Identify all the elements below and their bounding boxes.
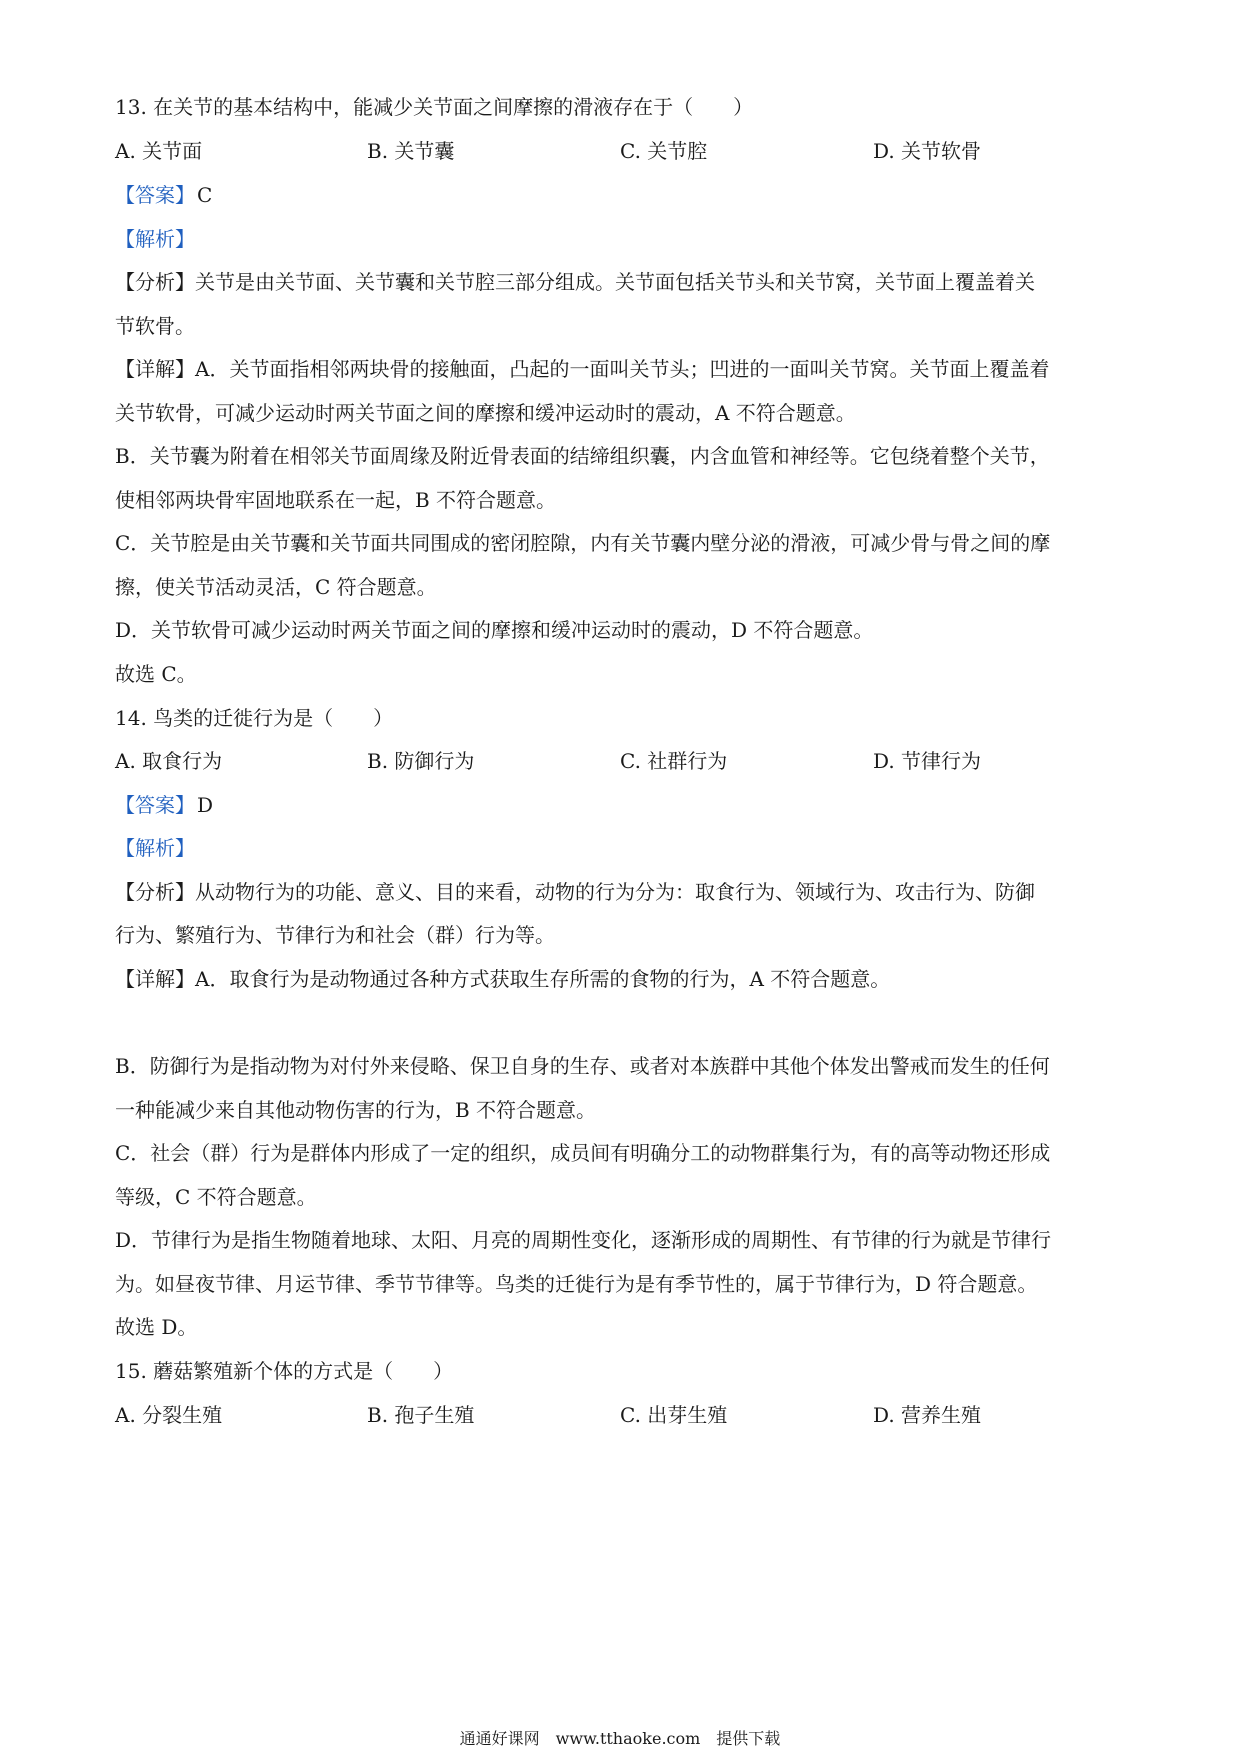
conclusion-13: 故选 C。 — [115, 662, 197, 686]
analysis-tag-14: 【解析】 — [115, 836, 195, 860]
question-13-options — [115, 139, 1135, 163]
explanation-line: 行为、繁殖行为、节律行为和社会（群）行为等。 — [115, 923, 555, 947]
question-14: 14. 鸟类的迁徙行为是（ ） — [115, 706, 394, 730]
option-a: A. 分裂生殖 — [115, 1403, 223, 1427]
option-a: A. 关节面 — [115, 139, 203, 163]
option-c: C. 关节腔 — [620, 139, 708, 163]
answer-14 — [115, 793, 1135, 817]
question-15: 15. 蘑菇繁殖新个体的方式是（ ） — [115, 1359, 454, 1383]
answer-value: D — [197, 793, 214, 817]
explanation-line: 使相邻两块骨牢固地联系在一起，B 不符合题意。 — [115, 488, 557, 512]
explanation-line: 【分析】从动物行为的功能、意义、目的来看，动物的行为分为：取食行为、领域行为、攻击行为、防御 — [115, 880, 1035, 904]
explanation-line: C．关节腔是由关节囊和关节面共同围成的密闭腔隙，内有关节囊内壁分泌的滑液，可减少骨与骨之间的摩 — [115, 531, 1051, 555]
option-b: B. 防御行为 — [367, 749, 475, 773]
explanation-line: 节软骨。 — [115, 314, 195, 338]
explanation-line: 为。如昼夜节律、月运节律、季节节律等。鸟类的迁徙行为是有季节性的，属于节律行为，D 符合题意。 — [115, 1272, 1038, 1296]
explanation-line: B．防御行为是指动物为对付外来侵略、保卫自身的生存、或者对本族群中其他个体发出警戒而发生的任何 — [115, 1054, 1050, 1078]
answer-13 — [115, 183, 1135, 207]
explanation-line: 擦，使关节活动灵活，C 符合题意。 — [115, 575, 437, 599]
explanation-line: 一种能减少来自其他动物伤害的行为，B 不符合题意。 — [115, 1098, 597, 1122]
answer-tag: 【答案】 — [115, 793, 195, 817]
explanation-line: 【详解】A．取食行为是动物通过各种方式获取生存所需的食物的行为，A 不符合题意。 — [115, 967, 891, 991]
explanation-line: D．节律行为是指生物随着地球、太阳、月亮的周期性变化，逐渐形成的周期性、有节律的行为就是节律行 — [115, 1228, 1052, 1252]
option-b: B. 关节囊 — [367, 139, 455, 163]
explanation-line: 等级，C 不符合题意。 — [115, 1185, 317, 1209]
question-14-options — [115, 749, 1135, 773]
page-footer: 通通好课网 www.tthaoke.com 提供下载 — [459, 1729, 781, 1748]
option-d: D. 关节软骨 — [873, 139, 982, 163]
explanation-line: 【分析】关节是由关节面、关节囊和关节腔三部分组成。关节面包括关节头和关节窝，关节面上覆盖着关 — [115, 270, 1035, 294]
explanation-line: 关节软骨，可减少运动时两关节面之间的摩擦和缓冲运动时的震动，A 不符合题意。 — [115, 401, 856, 425]
explanation-line: B．关节囊为附着在相邻关节面周缘及附近骨表面的结缔组织囊，内含血管和神经等。它包绕着整个关节， — [115, 444, 1050, 468]
option-c: C. 出芽生殖 — [620, 1403, 728, 1427]
option-a: A. 取食行为 — [115, 749, 223, 773]
explanation-line: D．关节软骨可减少运动时两关节面之间的摩擦和缓冲运动时的震动，D 不符合题意。 — [115, 618, 874, 642]
conclusion-14: 故选 D。 — [115, 1315, 198, 1339]
question-13: 13. 在关节的基本结构中，能减少关节面之间摩擦的滑液存在于（ ） — [115, 95, 754, 119]
answer-value: C — [197, 183, 213, 207]
option-b: B. 孢子生殖 — [367, 1403, 475, 1427]
option-d: D. 节律行为 — [873, 749, 982, 773]
question-15-options — [115, 1403, 1135, 1427]
option-d: D. 营养生殖 — [873, 1403, 982, 1427]
analysis-tag-13: 【解析】 — [115, 227, 195, 251]
explanation-line: C．社会（群）行为是群体内形成了一定的组织，成员间有明确分工的动物群集行为，有的高等动物还形成 — [115, 1141, 1051, 1165]
explanation-line: 【详解】A．关节面指相邻两块骨的接触面，凸起的一面叫关节头；凹进的一面叫关节窝。关节面上覆盖着 — [115, 357, 1050, 381]
answer-tag: 【答案】 — [115, 183, 195, 207]
option-c: C. 社群行为 — [620, 749, 728, 773]
